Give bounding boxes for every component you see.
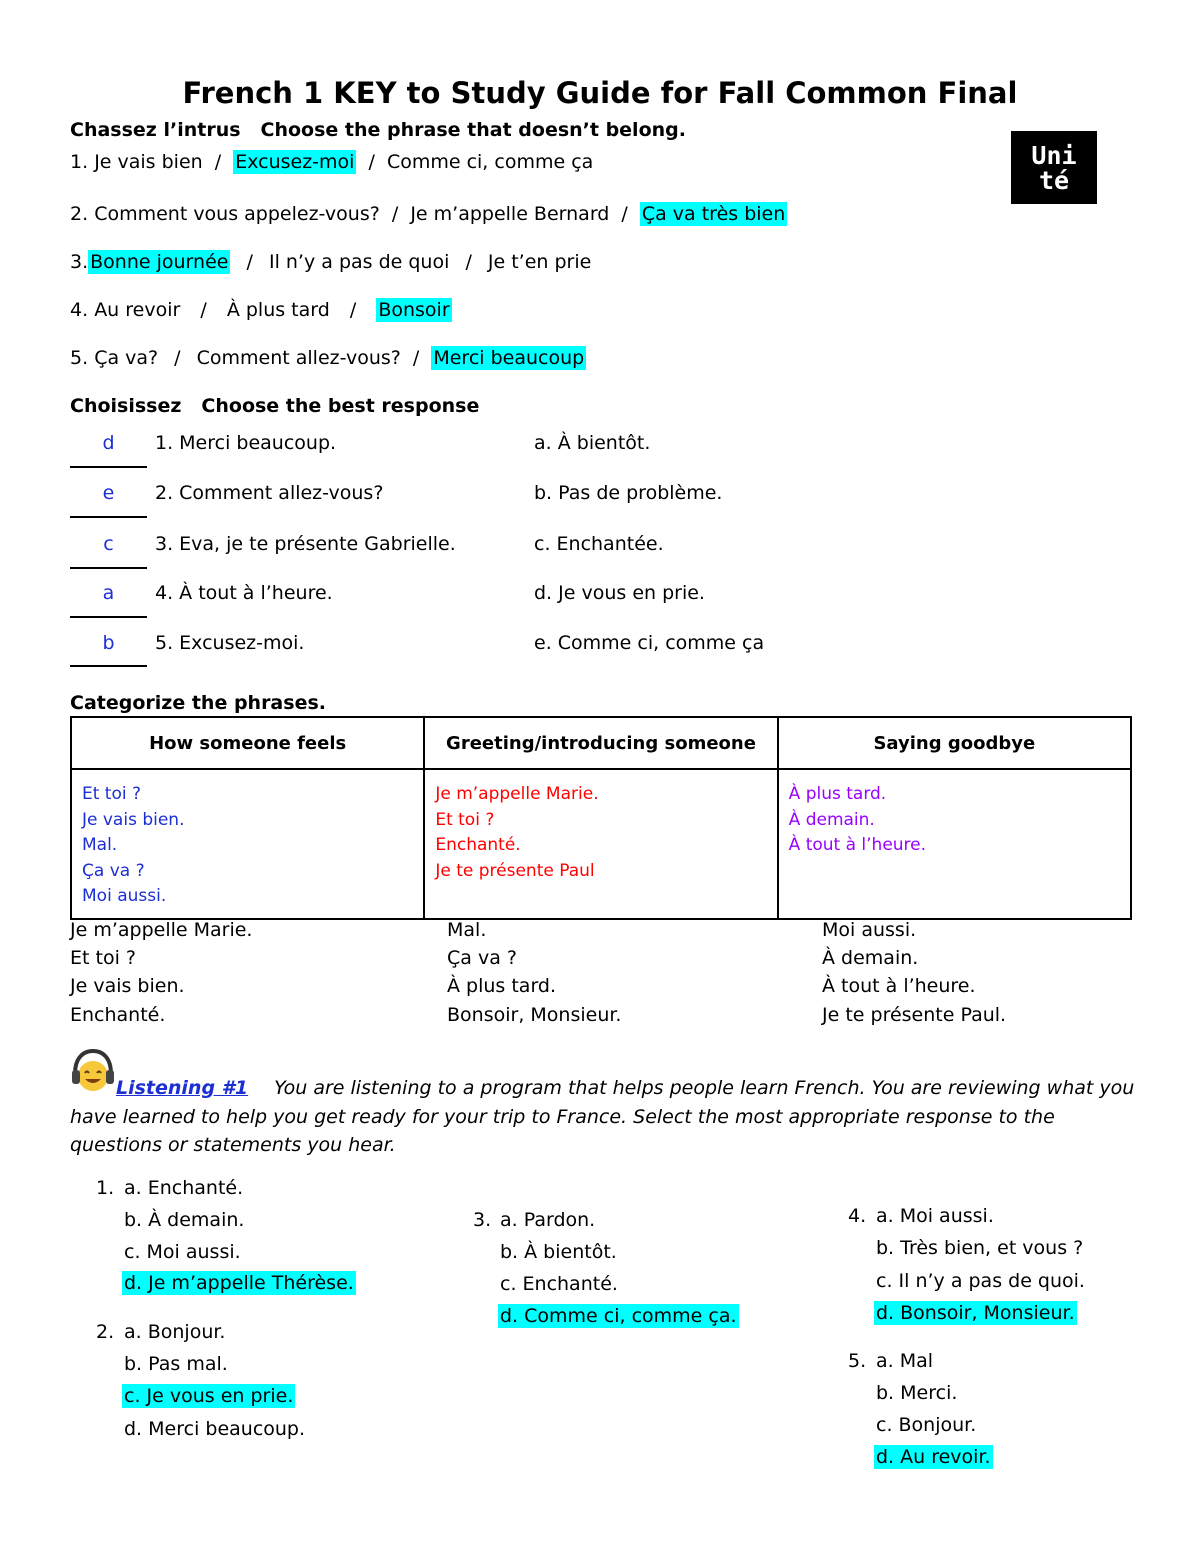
bank-item: Mal.	[447, 919, 487, 941]
q2-option-b: b. Pas mal.	[124, 1353, 228, 1375]
phrase: À plus tard.	[788, 784, 887, 804]
separator: /	[391, 203, 399, 225]
q5-option-d-answer: d. Au revoir.	[876, 1446, 991, 1468]
separator: /	[174, 347, 181, 369]
bank-item: Je m’appelle Marie.	[70, 919, 253, 941]
match-option-a: a. À bientôt.	[534, 432, 651, 454]
cell-greeting	[424, 769, 777, 919]
chassez-item-4	[70, 299, 452, 321]
answer-letter-4: a	[102, 582, 115, 604]
chassez-item-1	[70, 151, 593, 173]
phrase: Moi aussi.	[82, 886, 167, 906]
chassez-item-2	[70, 203, 787, 225]
chassez-instruction: Choose the phrase that doesn’t belong.	[260, 119, 686, 141]
q4-option-b: b. Très bien, et vous ?	[876, 1237, 1084, 1259]
q5-option-b: b. Merci.	[876, 1382, 958, 1404]
match-prompt-4: 4. À tout à l’heure.	[155, 582, 333, 604]
q3-option-a: a. Pardon.	[500, 1209, 596, 1231]
q1-option-c: c. Moi aussi.	[124, 1241, 241, 1263]
separator: /	[465, 251, 472, 273]
match-prompt-2: 2. Comment allez-vous?	[155, 482, 384, 504]
answer-line	[70, 567, 147, 569]
phrase: Et toi ?	[435, 809, 495, 830]
page-title: French 1 KEY to Study Guide for Fall Common Final	[182, 76, 1018, 110]
unite-badge	[1011, 131, 1097, 204]
match-option-c: c. Enchantée.	[534, 533, 664, 555]
chassez-title: Chassez l’intrus	[70, 119, 241, 141]
option-b-answer: Excusez-moi	[235, 151, 355, 173]
categorize-table	[70, 716, 1132, 920]
q2-option-c-answer: c. Je vous en prie.	[124, 1385, 294, 1407]
choisissez-title: Choisissez	[70, 395, 182, 417]
phrase: Ça va ?	[82, 860, 145, 881]
q3-option-b: b. À bientôt.	[500, 1241, 617, 1263]
option-a: Comment vous appelez-vous?	[94, 203, 380, 225]
answer-letter-2: e	[102, 482, 115, 504]
bank-item: Je vais bien.	[70, 975, 185, 997]
choisissez-heading	[70, 395, 479, 417]
listening-instructions	[70, 1074, 1135, 1160]
choisissez-instruction: Choose the best response	[201, 395, 480, 417]
listening-q1-number: 1.	[96, 1177, 115, 1199]
bank-item: Ça va ?	[447, 947, 517, 969]
item-number: 2.	[70, 203, 89, 225]
answer-line	[70, 665, 147, 667]
listening-link[interactable]: Listening #1	[116, 1077, 249, 1099]
match-prompt-5: 5. Excusez-moi.	[155, 632, 305, 654]
item-number: 3.	[70, 251, 89, 273]
q1-option-d-answer: d. Je m’appelle Thérèse.	[124, 1272, 354, 1294]
match-option-e: e. Comme ci, comme ça	[534, 632, 765, 654]
separator: /	[214, 151, 222, 173]
q4-option-d-answer: d. Bonsoir, Monsieur.	[876, 1302, 1075, 1324]
phrase: Mal.	[82, 835, 118, 855]
badge-line-1: Uni	[1031, 140, 1077, 170]
separator: /	[621, 203, 628, 225]
cell-feels	[71, 769, 424, 919]
phrase: Je vais bien.	[82, 809, 185, 830]
option-c: Comme ci, comme ça	[386, 151, 594, 173]
phrase: Je te présente Paul	[435, 860, 595, 881]
answer-line	[70, 616, 147, 618]
phrase: À tout à l’heure.	[788, 835, 927, 855]
listening-instructions-text: You are listening to a program that helps people learn French. You are reviewing what you have learned to help you get ready for your trip to France. Select the most appropriate response to the questions or statements you hear.	[70, 1077, 1135, 1156]
chassez-item-3	[70, 251, 591, 273]
q4-option-a: a. Moi aussi.	[876, 1205, 994, 1227]
option-a-answer: Bonne journée	[90, 251, 229, 273]
bank-item: À demain.	[822, 947, 919, 969]
q4-option-c: c. Il n’y a pas de quoi.	[876, 1270, 1085, 1292]
listening-q3-number: 3.	[473, 1209, 492, 1231]
option-c: Je t’en prie	[487, 251, 592, 273]
separator: /	[412, 347, 420, 369]
bank-item: Enchanté.	[70, 1004, 166, 1026]
chassez-heading	[70, 119, 686, 141]
answer-letter-1: d	[102, 432, 115, 454]
item-number: 5.	[70, 347, 89, 369]
listening-q2-number: 2.	[96, 1321, 115, 1343]
option-c-answer: Merci beaucoup	[433, 347, 585, 369]
q1-option-b: b. À demain.	[124, 1209, 245, 1231]
bank-item: À tout à l’heure.	[822, 975, 976, 997]
bank-item: Et toi ?	[70, 947, 136, 969]
column-header-greeting: Greeting/introducing someone	[424, 717, 777, 769]
item-number: 1.	[70, 151, 89, 173]
answer-line	[70, 466, 147, 468]
option-c-answer: Bonsoir	[378, 299, 450, 321]
cell-goodbye	[778, 769, 1131, 919]
option-b: À plus tard	[226, 299, 330, 321]
option-b: Je m’appelle Bernard	[410, 203, 610, 225]
phrase: Et toi ?	[82, 784, 142, 804]
match-option-b: b. Pas de problème.	[534, 482, 723, 504]
q5-option-a: a. Mal	[876, 1350, 934, 1372]
option-a: Au revoir	[94, 299, 181, 321]
badge-line-2: té	[1038, 165, 1070, 195]
match-option-d: d. Je vous en prie.	[534, 582, 705, 604]
q3-option-c: c. Enchanté.	[500, 1273, 618, 1295]
listening-q5-number: 5.	[848, 1350, 867, 1372]
q2-option-d: d. Merci beaucoup.	[124, 1418, 306, 1440]
q2-option-a: a. Bonjour.	[124, 1321, 226, 1343]
answer-letter-3: c	[103, 533, 114, 555]
option-b: Comment allez-vous?	[196, 347, 401, 369]
bank-item: Je te présente Paul.	[822, 1004, 1007, 1026]
q5-option-c: c. Bonjour.	[876, 1414, 977, 1436]
item-number: 4.	[70, 299, 89, 321]
separator: /	[200, 299, 207, 321]
option-c-answer: Ça va très bien	[641, 203, 786, 225]
phrase: À demain.	[788, 809, 875, 830]
column-header-feels: How someone feels	[71, 717, 424, 769]
option-b: Il n’y a pas de quoi	[268, 251, 450, 273]
listening-q4-number: 4.	[848, 1205, 867, 1227]
answer-line	[70, 516, 147, 518]
bank-item: À plus tard.	[447, 975, 557, 997]
bank-item: Bonsoir, Monsieur.	[447, 1004, 622, 1026]
categorize-heading: Categorize the phrases.	[70, 692, 326, 714]
column-header-goodbye: Saying goodbye	[778, 717, 1131, 769]
match-prompt-3: 3. Eva, je te présente Gabrielle.	[155, 533, 456, 555]
separator: /	[349, 299, 357, 321]
bank-item: Moi aussi.	[822, 919, 917, 941]
option-a: Ça va?	[94, 347, 159, 369]
separator: /	[368, 151, 375, 173]
q3-option-d-answer: d. Comme ci, comme ça.	[500, 1305, 737, 1327]
option-a: Je vais bien	[94, 151, 203, 173]
separator: /	[246, 251, 253, 273]
answer-letter-5: b	[102, 632, 115, 654]
phrase: Enchanté.	[435, 835, 521, 855]
q1-option-a: a. Enchanté.	[124, 1177, 244, 1199]
match-prompt-1: 1. Merci beaucoup.	[155, 432, 337, 454]
phrase: Je m’appelle Marie.	[435, 784, 599, 804]
chassez-item-5	[70, 347, 586, 369]
